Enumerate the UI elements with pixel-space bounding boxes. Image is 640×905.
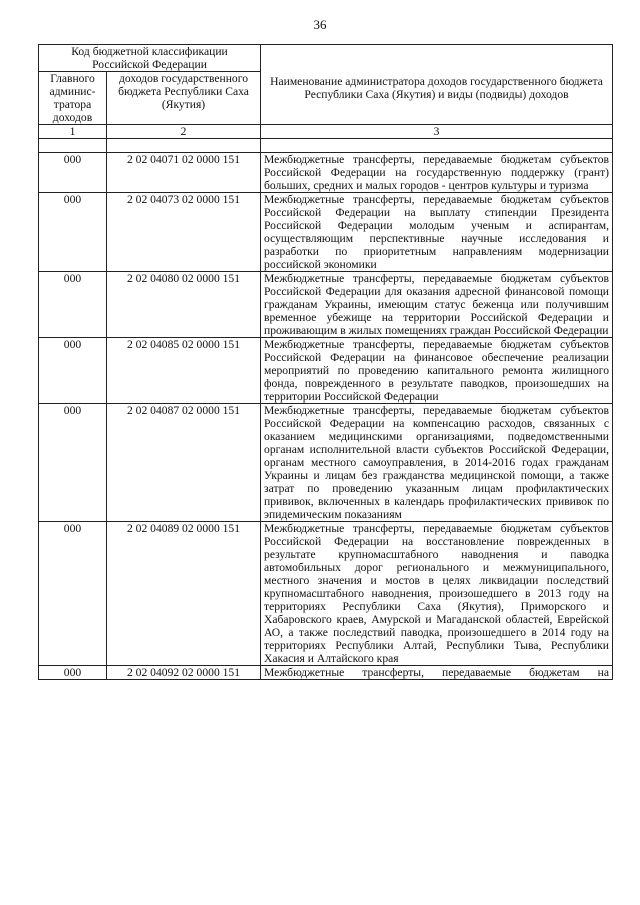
revenue-name-cell: Межбюджетные трансферты, передаваемые бюджетам субъектов Российской Федерации на выплату стипендии Президента Российской Федерации молодым ученым и аспирантам, осуществляющим перспективные научные исследования и разработки по приоритетным направлениям модернизации российской экономики [261,193,613,272]
column-number-row [39,125,613,139]
revenue-name-cell: Межбюджетные трансферты, передаваемые бюджетам субъектов Российской Федерации на финансовое обеспечение реализации мероприятий по проведению капитального ремонта жилищного фонда, поврежденного в результате паводков, произошедших на территории Российской Федерации [261,338,613,404]
budget-code-cell: 2 02 04073 02 0000 151 [107,193,261,272]
page-number: 36 [313,17,327,32]
budget-code-cell: 2 02 04087 02 0000 151 [107,404,261,522]
revenue-name-cell: Межбюджетные трансферты, передаваемые бюджетам на [261,666,613,680]
admin-code-cell: 000 [39,404,107,522]
budget-code-cell: 2 02 04080 02 0000 151 [107,272,261,338]
table-row [39,404,613,522]
column-number: 2 [107,125,261,139]
table-row [39,666,613,680]
revenue-name-cell: Межбюджетные трансферты, передаваемые бюджетам субъектов Российской Федерации на восстановление поврежденных в результате крупномасштабного наводнения и паводка автомобильных дорог регионального и межмуниципального, местного значения и мостов в целях ликвидации последствий крупномасштабного наводнения, произошедшего в 2013 году на территориях Республики Саха (Якутия), Приморского и Хабаровского краев, Амурской и Магаданской областей, Еврейской АО, а также последствий паводка, произошедшего в 2014 году на территориях Республики Алтай, Республики Тыва, Республики Хакасия и Алтайского края [261,522,613,666]
header-name-cell: Наименование администратора доходов государственного бюджета Республики Саха (Якутия) и виды (подвиды) доходов [261,45,613,125]
table-row [39,193,613,272]
budget-code-cell: 2 02 04089 02 0000 151 [107,522,261,666]
column-number: 1 [39,125,107,139]
spacer-cell [107,139,261,153]
header-admin-cell: Главного админис-тратора доходов [39,72,107,125]
table-row [39,153,613,193]
budget-code-cell: 2 02 04071 02 0000 151 [107,153,261,193]
table-row [39,522,613,666]
header-row-group [39,45,613,72]
spacer-cell [39,139,107,153]
table-row [39,272,613,338]
admin-code-cell: 000 [39,338,107,404]
table-row [39,338,613,404]
budget-code-cell: 2 02 04085 02 0000 151 [107,338,261,404]
spacer-cell [261,139,613,153]
admin-code-cell: 000 [39,522,107,666]
header-group-cell: Код бюджетной классификации Российской Федерации [39,45,261,72]
revenue-name-cell: Межбюджетные трансферты, передаваемые бюджетам субъектов Российской Федерации на компенсацию расходов, связанных с оказанием медицинскими организациями, подведомственными органам исполнительной власти субъектов Российской Федерации, органам местного самоуправления, в 2014-2016 годах гражданам Украины и лицам без гражданства медицинской помощи, а также затрат по проведению указанным лицам профилактических прививок, включенных в календарь профилактических прививок по эпидемическим показаниям [261,404,613,522]
spacer-row [39,139,613,153]
budget-code-cell: 2 02 04092 02 0000 151 [107,666,261,680]
admin-code-cell: 000 [39,193,107,272]
header-code-cell: доходов государственного бюджета Республики Саха (Якутия) [107,72,261,125]
budget-classification-table [38,44,613,680]
admin-code-cell: 000 [39,666,107,680]
revenue-name-cell: Межбюджетные трансферты, передаваемые бюджетам субъектов Российской Федерации на государственную поддержку (грант) больших, средних и малых городов - центров культуры и туризма [261,153,613,193]
admin-code-cell: 000 [39,272,107,338]
column-number: 3 [261,125,613,139]
admin-code-cell: 000 [39,153,107,193]
revenue-name-cell: Межбюджетные трансферты, передаваемые бюджетам субъектов Российской Федерации для оказания адресной финансовой помощи гражданам Украины, имеющим статус беженца или получившим временное убежище на территории Российской Федерации и проживающим в жилых помещениях граждан Российской Федерации [261,272,613,338]
